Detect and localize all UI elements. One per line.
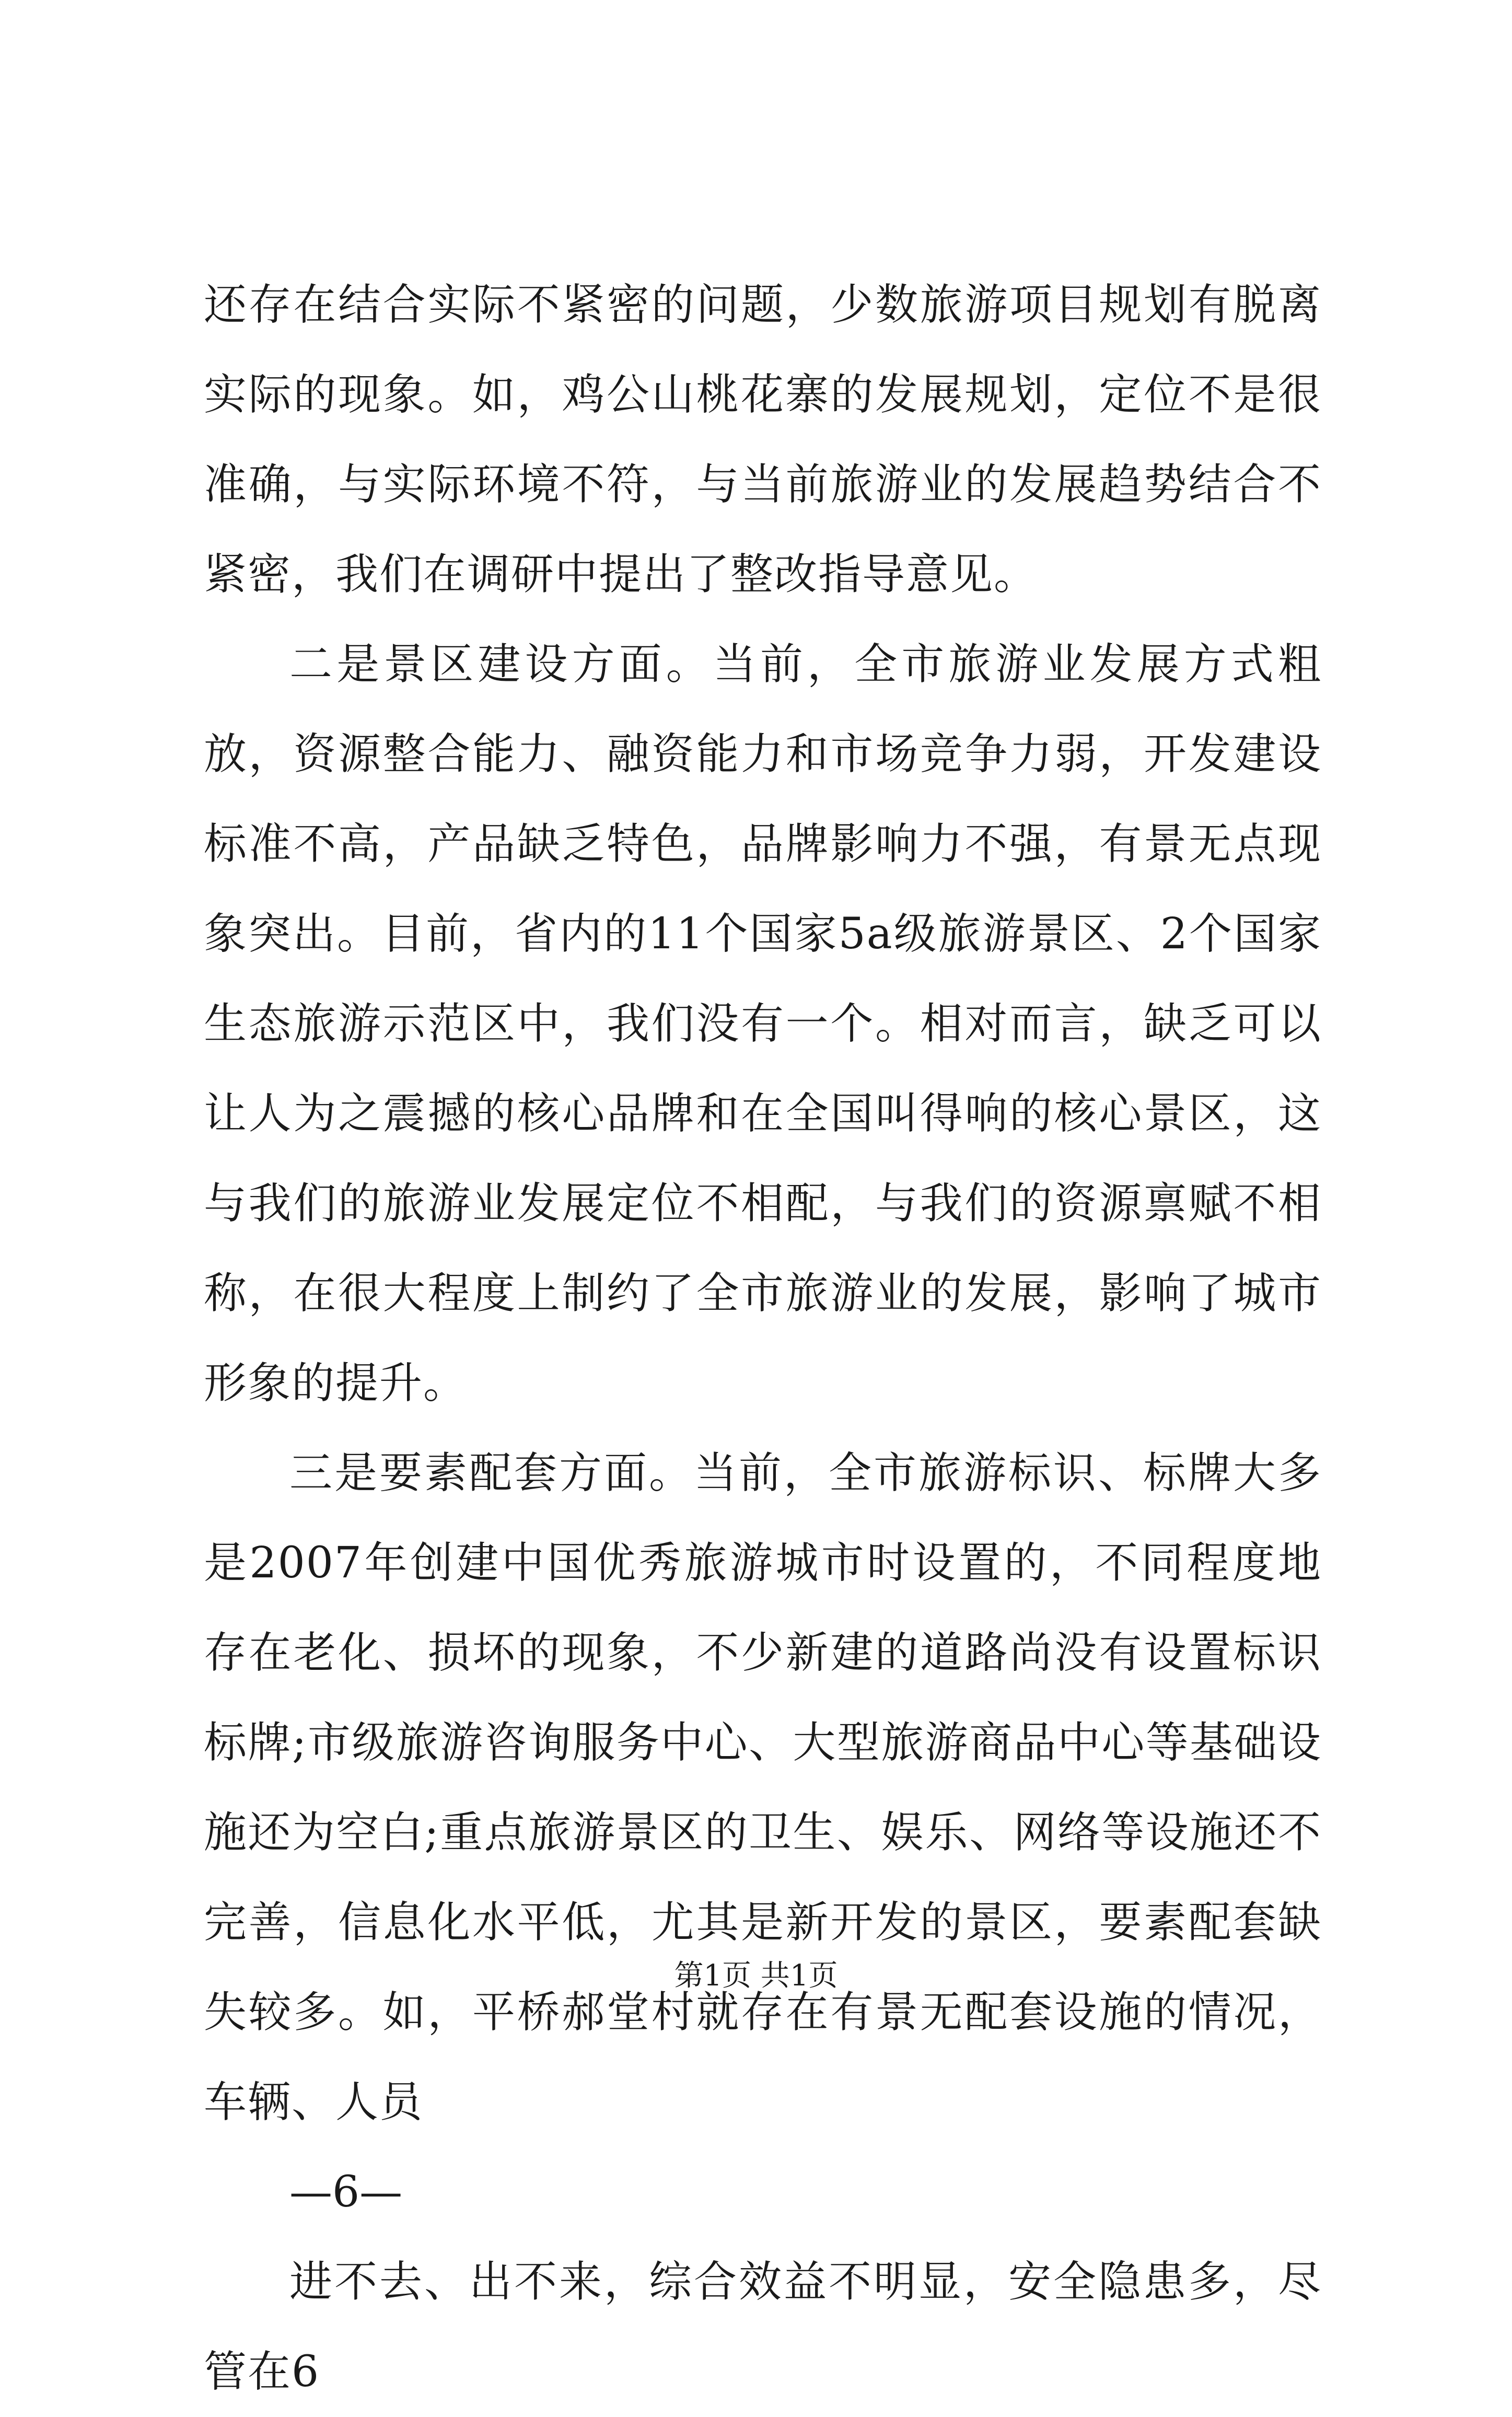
page-footer: 第1页 共1页 (674, 1959, 838, 1993)
document-body (204, 260, 1322, 2417)
inline-page-marker: —6— (289, 2167, 403, 2217)
paragraph-next-page: 进不去、出不来，综合效益不明显，安全隐患多，尽管在6 (204, 2257, 1322, 2397)
paragraph-supporting-elements: 三是要素配套方面。当前，全市旅游标识、标牌大多是2007年创建中国优秀旅游城市时设置的，不同程度地存在老化、损坏的现象，不少新建的道路尚没有设置标识标牌;市级旅游咨询服务中心、大型旅游商品中心等基础设施还为空白;重点旅游景区的卫生、娱乐、网络等设施还不完善，信息化水平低，尤其是新开发的景区，要素配套缺失较多。如，平桥郝堂村就存在有景无配套设施的情况，车辆、人员 (204, 1448, 1322, 2127)
paragraph-continuation: 还存在结合实际不紧密的问题，少数旅游项目规划有脱离实际的现象。如，鸡公山桃花寨的发展规划，定位不是很准确，与实际环境不符，与当前旅游业的发展趋势结合不紧密，我们在调研中提出了整改指导意见。 (204, 280, 1322, 599)
paragraph-scenic-construction: 二是景区建设方面。当前，全市旅游业发展方式粗放，资源整合能力、融资能力和市场竞争力弱，开发建设标准不高，产品缺乏特色，品牌影响力不强，有景无点现象突出。目前，省内的11个国家5a级旅游景区、2个国家生态旅游示范区中，我们没有一个。相对而言，缺乏可以让人为之震撼的核心品牌和在全国叫得响的核心景区，这与我们的旅游业发展定位不相配，与我们的资源禀赋不相称，在很大程度上制约了全市旅游业的发展，影响了城市形象的提升。 (204, 640, 1322, 1408)
